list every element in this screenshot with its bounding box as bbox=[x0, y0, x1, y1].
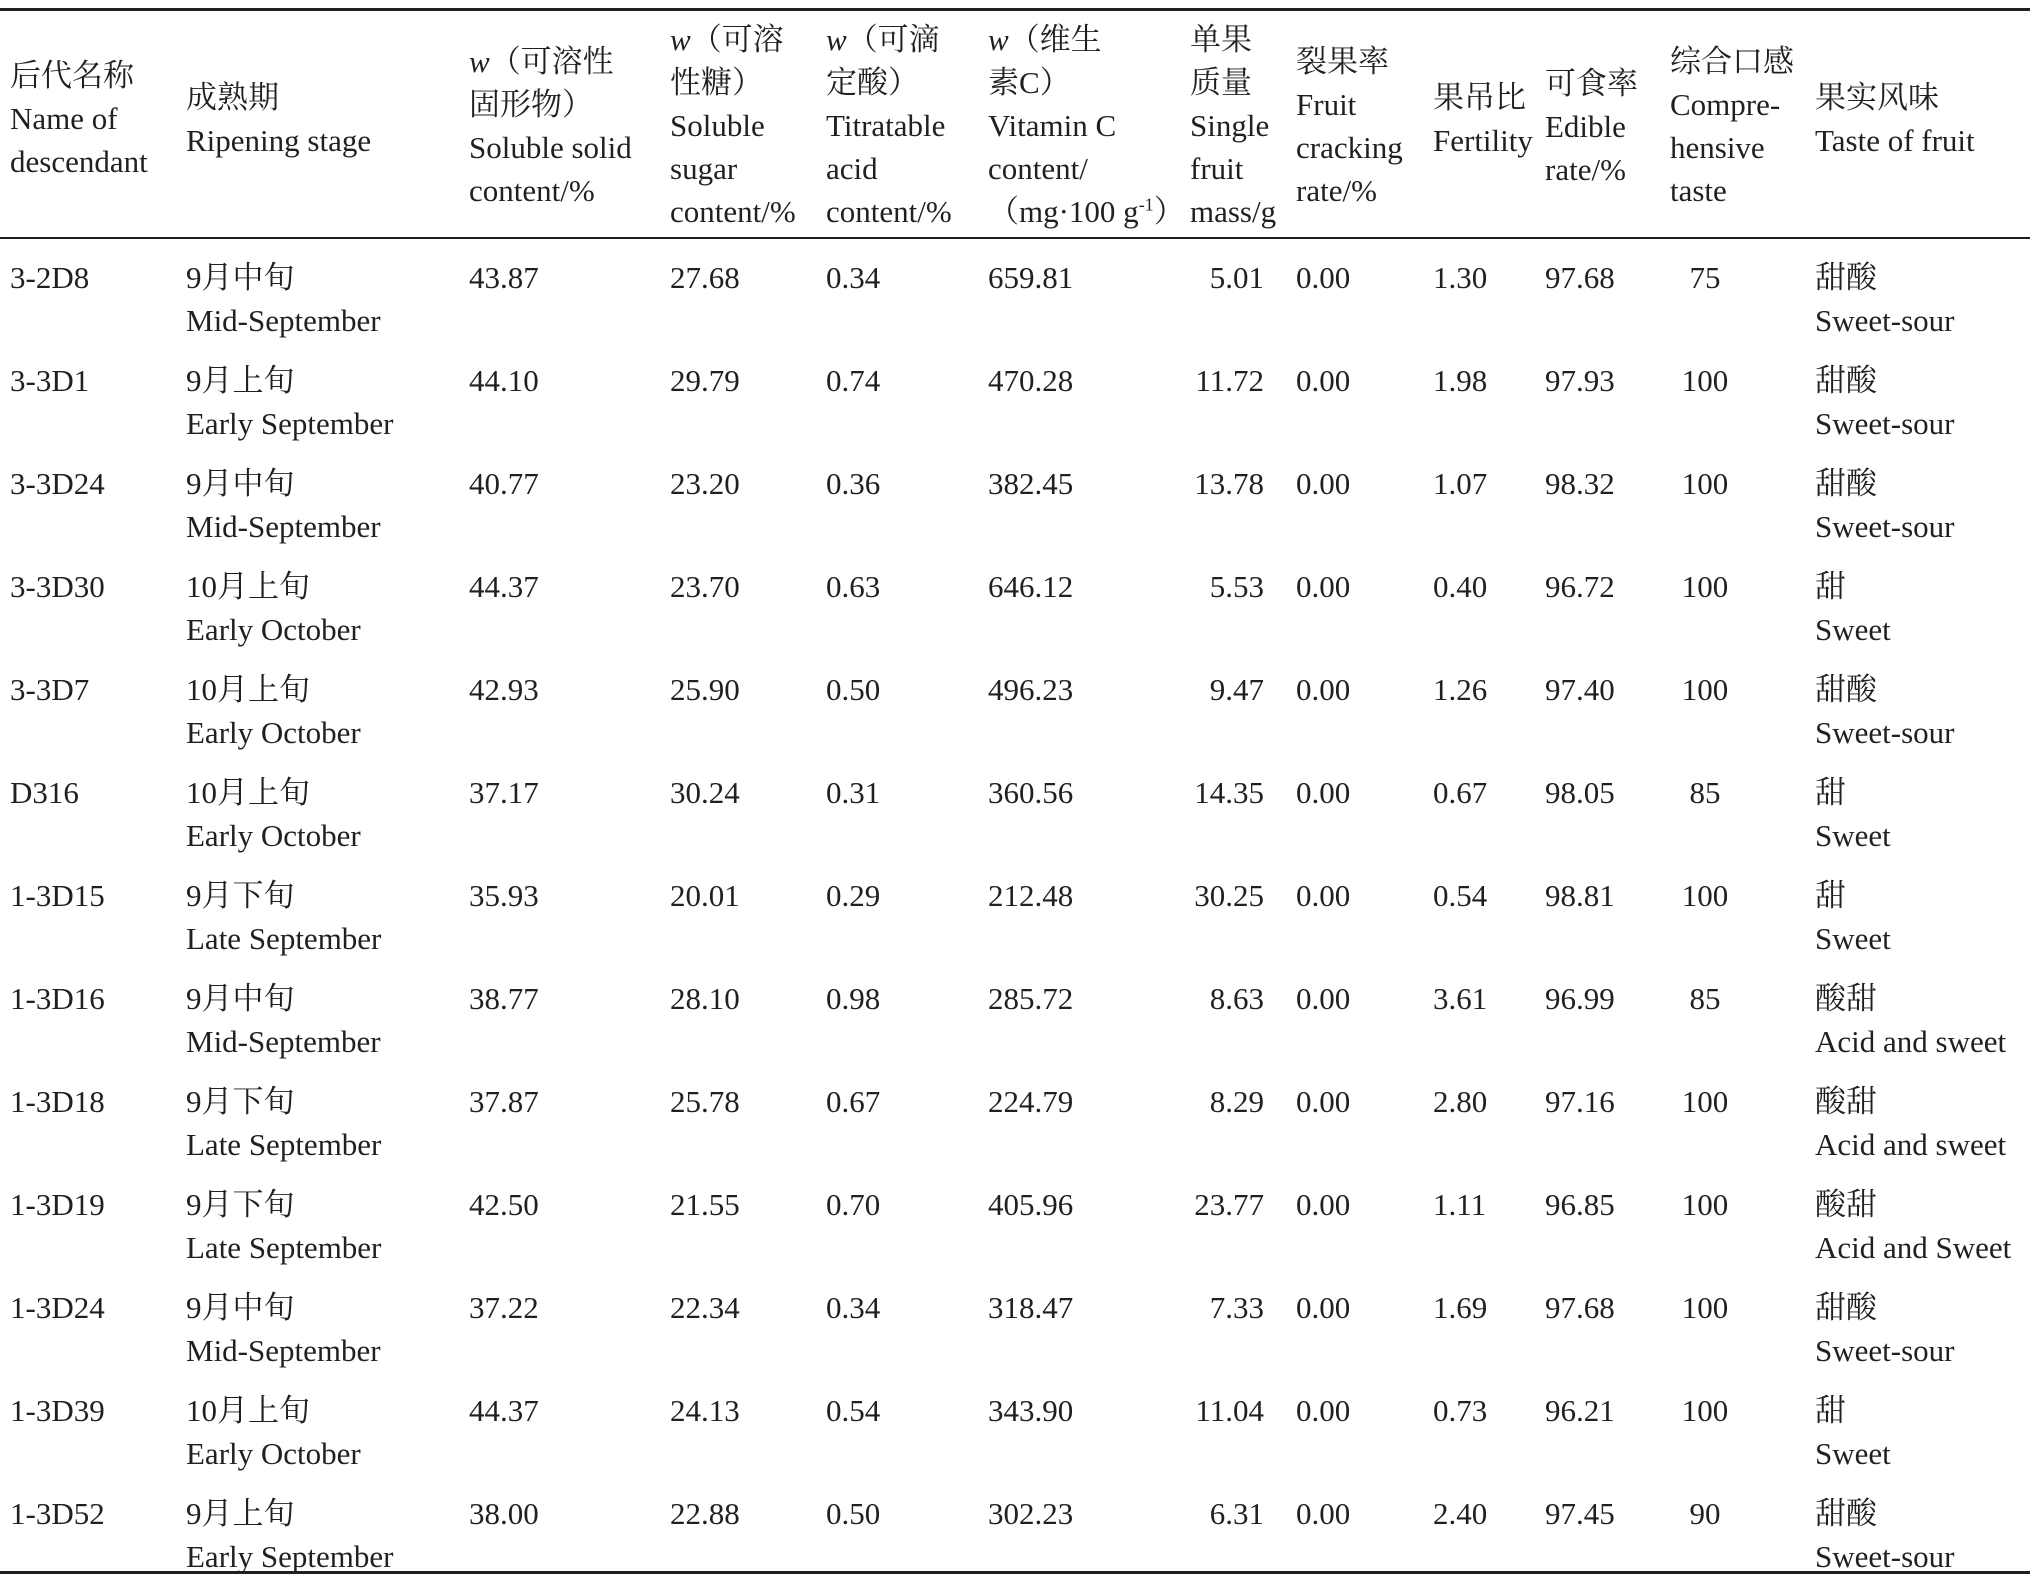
header-acid-en2: acid bbox=[826, 151, 878, 186]
header-name-cn: 后代名称 bbox=[10, 58, 134, 93]
cell-cracking-rate: 0.00 bbox=[1296, 1393, 1351, 1428]
cell-fruit-flavor bbox=[1815, 462, 2025, 548]
cell-vitamin-c: 318.47 bbox=[988, 1290, 1074, 1325]
cell-cracking-rate: 0.00 bbox=[1296, 775, 1351, 810]
header-edible-en2: rate/% bbox=[1545, 152, 1626, 187]
cell-fruit-flavor-cn: 甜酸 bbox=[1815, 672, 1877, 707]
header-comprehensive-taste bbox=[1670, 40, 1794, 212]
cell-name: 3-3D7 bbox=[10, 672, 90, 707]
cell-titratable-acid: 0.67 bbox=[826, 1084, 881, 1119]
cell-fruit-flavor-en: Sweet bbox=[1815, 612, 1891, 647]
cell-cracking-rate: 0.00 bbox=[1296, 1187, 1351, 1222]
cell-ripening-en: Mid-September bbox=[186, 1024, 381, 1059]
cell-fruit-flavor-cn: 酸甜 bbox=[1815, 1187, 1877, 1222]
cell-soluble-solid: 44.10 bbox=[469, 363, 539, 398]
cell-ripening bbox=[186, 256, 456, 342]
cell-soluble-sugar: 25.90 bbox=[670, 672, 740, 707]
header-mass-en2: fruit bbox=[1190, 151, 1244, 186]
cell-fertility: 3.61 bbox=[1433, 981, 1488, 1016]
cell-edible-rate: 97.93 bbox=[1545, 363, 1615, 398]
header-ripening-cn: 成熟期 bbox=[186, 79, 279, 115]
cell-ripening bbox=[186, 565, 456, 651]
cell-ripening-en: Early October bbox=[186, 612, 361, 647]
cell-fruit-mass: 11.72 bbox=[1195, 363, 1264, 398]
cell-soluble-solid: 42.93 bbox=[469, 672, 539, 707]
cell-edible-rate: 97.40 bbox=[1545, 672, 1615, 707]
header-sugar-en1: Soluble bbox=[670, 108, 765, 143]
cell-ripening-cn: 9月上旬 bbox=[186, 1496, 295, 1531]
cell-fruit-flavor bbox=[1815, 1492, 2025, 1578]
cell-cracking-rate: 0.00 bbox=[1296, 569, 1351, 604]
header-ssc-cn2: 固形物） bbox=[469, 87, 593, 122]
cell-name: D316 bbox=[10, 775, 79, 810]
cell-comprehensive-taste: 100 bbox=[1681, 363, 1729, 398]
cell-ripening-en: Early October bbox=[186, 715, 361, 750]
cell-soluble-solid: 44.37 bbox=[469, 1393, 539, 1428]
cell-fertility: 1.98 bbox=[1433, 363, 1488, 398]
cell-fruit-mass: 23.77 bbox=[1194, 1187, 1264, 1222]
cell-ripening-cn: 9月上旬 bbox=[186, 363, 295, 398]
cell-soluble-solid: 37.22 bbox=[469, 1290, 539, 1325]
cell-ripening-en: Late September bbox=[186, 921, 382, 956]
cell-cracking-rate: 0.00 bbox=[1296, 1496, 1351, 1531]
cell-name: 3-3D24 bbox=[10, 466, 105, 501]
cell-cracking-rate: 0.00 bbox=[1296, 260, 1351, 295]
cell-fruit-mass: 30.25 bbox=[1194, 878, 1264, 913]
cell-ripening-en: Early October bbox=[186, 818, 361, 853]
cell-fruit-flavor bbox=[1815, 256, 2025, 342]
cell-fertility: 2.80 bbox=[1433, 1084, 1488, 1119]
table-row bbox=[0, 1173, 2030, 1276]
cell-fruit-mass: 7.33 bbox=[1209, 1290, 1264, 1325]
cell-vitamin-c: 285.72 bbox=[988, 981, 1074, 1016]
cell-fruit-mass: 11.04 bbox=[1195, 1393, 1264, 1428]
cell-edible-rate: 98.81 bbox=[1545, 878, 1615, 913]
table-row bbox=[0, 1482, 2030, 1585]
cell-vitamin-c: 212.48 bbox=[988, 878, 1074, 913]
header-name-en1: Name of bbox=[10, 101, 118, 136]
cell-fertility: 0.73 bbox=[1433, 1393, 1488, 1428]
cell-fruit-mass: 5.01 bbox=[1209, 260, 1264, 295]
cell-vitamin-c: 470.28 bbox=[988, 363, 1074, 398]
header-taste-cn: 综合口感 bbox=[1670, 44, 1794, 79]
header-mass-cn2: 质量 bbox=[1190, 65, 1252, 100]
cell-soluble-solid: 38.77 bbox=[469, 981, 539, 1016]
cell-edible-rate: 97.45 bbox=[1545, 1496, 1615, 1531]
cell-ripening-en: Early September bbox=[186, 1539, 394, 1574]
cell-comprehensive-taste: 100 bbox=[1681, 1187, 1729, 1222]
header-name-en2: descendant bbox=[10, 144, 148, 179]
table-row bbox=[0, 452, 2030, 555]
cell-ripening bbox=[186, 1286, 456, 1372]
cell-ripening bbox=[186, 668, 456, 754]
cell-cracking-rate: 0.00 bbox=[1296, 672, 1351, 707]
cell-comprehensive-taste: 100 bbox=[1681, 466, 1729, 501]
header-mass-en3: mass/g bbox=[1190, 194, 1277, 229]
cell-ripening-cn: 10月上旬 bbox=[186, 775, 310, 810]
cell-edible-rate: 96.72 bbox=[1545, 569, 1615, 604]
cell-fruit-flavor-cn: 甜 bbox=[1815, 1393, 1846, 1428]
cell-ripening-en: Late September bbox=[186, 1127, 382, 1162]
cell-soluble-solid: 42.50 bbox=[469, 1187, 539, 1222]
cell-fruit-flavor-en: Sweet bbox=[1815, 1436, 1891, 1471]
cell-vitamin-c: 343.90 bbox=[988, 1393, 1074, 1428]
cell-edible-rate: 98.05 bbox=[1545, 775, 1615, 810]
table-row bbox=[0, 1070, 2030, 1173]
cell-ripening-en: Mid-September bbox=[186, 1333, 381, 1368]
cell-name: 1-3D19 bbox=[10, 1187, 105, 1222]
cell-ripening-en: Mid-September bbox=[186, 509, 381, 544]
cell-fertility: 2.40 bbox=[1433, 1496, 1488, 1531]
cell-titratable-acid: 0.98 bbox=[826, 981, 881, 1016]
cell-ripening bbox=[186, 1183, 456, 1269]
header-taste-en2: hensive bbox=[1670, 130, 1765, 165]
cell-fruit-flavor-cn: 甜 bbox=[1815, 569, 1846, 604]
cell-fruit-flavor-en: Sweet-sour bbox=[1815, 715, 1955, 750]
cell-ripening-cn: 9月中旬 bbox=[186, 466, 295, 501]
cell-name: 1-3D16 bbox=[10, 981, 105, 1016]
cell-cracking-rate: 0.00 bbox=[1296, 981, 1351, 1016]
header-fert-en: Fertility bbox=[1433, 122, 1533, 158]
cell-fruit-flavor-en: Sweet-sour bbox=[1815, 1333, 1955, 1368]
cell-soluble-sugar: 30.24 bbox=[670, 775, 740, 810]
header-crack-en2: cracking bbox=[1296, 130, 1403, 165]
cell-soluble-sugar: 25.78 bbox=[670, 1084, 740, 1119]
cell-comprehensive-taste: 85 bbox=[1689, 775, 1721, 810]
cell-soluble-sugar: 23.70 bbox=[670, 569, 740, 604]
cell-soluble-solid: 37.87 bbox=[469, 1084, 539, 1119]
cell-titratable-acid: 0.34 bbox=[826, 1290, 881, 1325]
header-ssc bbox=[469, 40, 632, 212]
cell-ripening-cn: 9月中旬 bbox=[186, 981, 295, 1016]
cell-fruit-flavor-cn: 甜酸 bbox=[1815, 1290, 1877, 1325]
cell-vitamin-c: 405.96 bbox=[988, 1187, 1074, 1222]
cell-fruit-flavor-cn: 甜酸 bbox=[1815, 363, 1877, 398]
cell-ripening bbox=[186, 1080, 456, 1166]
cell-fruit-flavor-en: Sweet-sour bbox=[1815, 509, 1955, 544]
header-vitamin-c bbox=[988, 18, 1185, 233]
cell-edible-rate: 97.68 bbox=[1545, 260, 1615, 295]
cell-titratable-acid: 0.63 bbox=[826, 569, 881, 604]
cell-name: 1-3D15 bbox=[10, 878, 105, 913]
cell-fruit-flavor-cn: 甜酸 bbox=[1815, 260, 1877, 295]
cell-fruit-flavor-en: Acid and sweet bbox=[1815, 1127, 2007, 1162]
cell-soluble-sugar: 23.20 bbox=[670, 466, 740, 501]
header-sugar bbox=[670, 18, 796, 233]
cell-fruit-mass: 13.78 bbox=[1194, 466, 1264, 501]
cell-fruit-flavor-cn: 酸甜 bbox=[1815, 981, 1877, 1016]
cell-cracking-rate: 0.00 bbox=[1296, 363, 1351, 398]
cell-comprehensive-taste: 100 bbox=[1681, 1084, 1729, 1119]
cell-ripening bbox=[186, 977, 456, 1063]
cell-edible-rate: 98.32 bbox=[1545, 466, 1615, 501]
header-vitc-en3: （mg·100 $g^{-1}$） bbox=[988, 194, 1185, 229]
table-row bbox=[0, 555, 2030, 658]
cell-fruit-flavor bbox=[1815, 1183, 2025, 1269]
cell-comprehensive-taste: 85 bbox=[1689, 981, 1721, 1016]
cell-vitamin-c: 496.23 bbox=[988, 672, 1074, 707]
table-row bbox=[0, 1276, 2030, 1379]
cell-name: 1-3D39 bbox=[10, 1393, 105, 1428]
cell-titratable-acid: 0.50 bbox=[826, 1496, 881, 1531]
table-row bbox=[0, 246, 2030, 349]
header-edible-rate bbox=[1545, 62, 1638, 191]
cell-fertility: 1.07 bbox=[1433, 466, 1488, 501]
cell-titratable-acid: 0.74 bbox=[826, 363, 881, 398]
cell-fruit-flavor bbox=[1815, 565, 2025, 651]
cell-ripening-cn: 10月上旬 bbox=[186, 569, 310, 604]
cell-titratable-acid: 0.29 bbox=[826, 878, 881, 913]
header-flavor-cn: 果实风味 bbox=[1815, 79, 1939, 115]
header-crack-cn: 裂果率 bbox=[1296, 44, 1389, 79]
cell-titratable-acid: 0.34 bbox=[826, 260, 881, 295]
cell-fruit-flavor bbox=[1815, 359, 2025, 445]
cell-titratable-acid: 0.31 bbox=[826, 775, 881, 810]
cell-titratable-acid: 0.70 bbox=[826, 1187, 881, 1222]
cell-fruit-mass: 6.31 bbox=[1209, 1496, 1264, 1531]
cell-comprehensive-taste: 90 bbox=[1689, 1496, 1721, 1531]
table-row bbox=[0, 761, 2030, 864]
cell-ripening-cn: 9月下旬 bbox=[186, 878, 295, 913]
table-row bbox=[0, 658, 2030, 761]
header-crack-en3: rate/% bbox=[1296, 173, 1377, 208]
cell-soluble-sugar: 22.34 bbox=[670, 1290, 740, 1325]
cell-comprehensive-taste: 100 bbox=[1681, 878, 1729, 913]
cell-fruit-flavor-cn: 甜 bbox=[1815, 775, 1846, 810]
header-edible-en1: Edible bbox=[1545, 109, 1626, 144]
cell-fertility: 1.69 bbox=[1433, 1290, 1488, 1325]
cell-ripening bbox=[186, 359, 456, 445]
cell-fruit-flavor-cn: 酸甜 bbox=[1815, 1084, 1877, 1119]
cell-fruit-flavor-en: Acid and Sweet bbox=[1815, 1230, 2012, 1265]
cell-name: 3-3D30 bbox=[10, 569, 105, 604]
cell-fruit-flavor bbox=[1815, 1080, 2025, 1166]
cell-soluble-sugar: 27.68 bbox=[670, 260, 740, 295]
cell-edible-rate: 96.21 bbox=[1545, 1393, 1615, 1428]
cell-fruit-mass: 14.35 bbox=[1194, 775, 1264, 810]
cell-soluble-solid: 37.17 bbox=[469, 775, 539, 810]
cell-ripening bbox=[186, 1389, 456, 1475]
cell-fertility: 0.54 bbox=[1433, 878, 1488, 913]
cell-name: 3-3D1 bbox=[10, 363, 90, 398]
cell-soluble-sugar: 29.79 bbox=[670, 363, 740, 398]
cell-name: 3-2D8 bbox=[10, 260, 90, 295]
cell-edible-rate: 97.16 bbox=[1545, 1084, 1615, 1119]
cell-ripening bbox=[186, 771, 456, 857]
header-fruit-mass bbox=[1190, 18, 1276, 233]
header-sugar-cn2: 性糖） bbox=[670, 65, 763, 100]
header-ssc-en2: content/% bbox=[469, 173, 595, 208]
header-ssc-cn1: w（可溶性 bbox=[469, 44, 614, 79]
header-flavor-en: Taste of fruit bbox=[1815, 122, 1975, 158]
cell-fruit-flavor bbox=[1815, 771, 2025, 857]
cell-soluble-sugar: 24.13 bbox=[670, 1393, 740, 1428]
cell-fertility: 1.11 bbox=[1433, 1187, 1487, 1222]
cell-ripening-cn: 10月上旬 bbox=[186, 672, 310, 707]
header-acid-en1: Titratable bbox=[826, 108, 946, 143]
cell-ripening-cn: 9月下旬 bbox=[186, 1187, 295, 1222]
cell-fruit-flavor-en: Sweet bbox=[1815, 818, 1891, 853]
cell-comprehensive-taste: 75 bbox=[1689, 260, 1721, 295]
cell-ripening-en: Mid-September bbox=[186, 303, 381, 338]
table-row bbox=[0, 1379, 2030, 1482]
cell-ripening-cn: 9月中旬 bbox=[186, 1290, 295, 1325]
cell-ripening-cn: 10月上旬 bbox=[186, 1393, 310, 1428]
header-taste-en3: taste bbox=[1670, 173, 1727, 208]
header-vitc-cn1: w（维生 bbox=[988, 22, 1102, 57]
cell-soluble-solid: 40.77 bbox=[469, 466, 539, 501]
cell-fertility: 0.67 bbox=[1433, 775, 1488, 810]
cell-name: 1-3D18 bbox=[10, 1084, 105, 1119]
cell-fruit-mass: 5.53 bbox=[1209, 569, 1264, 604]
header-ripening-en: Ripening stage bbox=[186, 122, 372, 158]
cell-fruit-flavor-en: Acid and sweet bbox=[1815, 1024, 2007, 1059]
cell-ripening-en: Late September bbox=[186, 1230, 382, 1265]
header-cracking-rate bbox=[1296, 40, 1403, 212]
cell-ripening-en: Early September bbox=[186, 406, 394, 441]
cell-fruit-flavor bbox=[1815, 668, 2025, 754]
table-row bbox=[0, 864, 2030, 967]
cell-comprehensive-taste: 100 bbox=[1681, 1393, 1729, 1428]
cell-comprehensive-taste: 100 bbox=[1681, 1290, 1729, 1325]
cell-cracking-rate: 0.00 bbox=[1296, 466, 1351, 501]
cell-fruit-mass: 8.63 bbox=[1209, 981, 1264, 1016]
cell-vitamin-c: 382.45 bbox=[988, 466, 1074, 501]
header-acid-cn1: w（可滴 bbox=[826, 22, 940, 57]
cell-soluble-solid: 35.93 bbox=[469, 878, 539, 913]
cell-soluble-sugar: 21.55 bbox=[670, 1187, 740, 1222]
cell-fruit-flavor bbox=[1815, 1389, 2025, 1475]
cell-soluble-sugar: 28.10 bbox=[670, 981, 740, 1016]
cell-name: 1-3D24 bbox=[10, 1290, 105, 1325]
cell-fruit-flavor-en: Sweet-sour bbox=[1815, 406, 1955, 441]
cell-vitamin-c: 659.81 bbox=[988, 260, 1074, 295]
cell-ripening bbox=[186, 874, 456, 960]
cell-cracking-rate: 0.00 bbox=[1296, 878, 1351, 913]
cell-comprehensive-taste: 100 bbox=[1681, 569, 1729, 604]
cell-fruit-flavor-cn: 甜酸 bbox=[1815, 1496, 1877, 1531]
header-sugar-en2: sugar bbox=[670, 151, 738, 186]
cell-titratable-acid: 0.50 bbox=[826, 672, 881, 707]
cell-titratable-acid: 0.36 bbox=[826, 466, 881, 501]
cell-cracking-rate: 0.00 bbox=[1296, 1084, 1351, 1119]
cell-name: 1-3D52 bbox=[10, 1496, 105, 1531]
cell-titratable-acid: 0.54 bbox=[826, 1393, 881, 1428]
cell-vitamin-c: 302.23 bbox=[988, 1496, 1074, 1531]
cell-soluble-solid: 44.37 bbox=[469, 569, 539, 604]
header-edible-cn: 可食率 bbox=[1545, 66, 1638, 101]
header-fertility bbox=[1433, 0, 1533, 237]
cell-edible-rate: 97.68 bbox=[1545, 1290, 1615, 1325]
table-header-rule bbox=[0, 237, 2030, 239]
cell-fruit-mass: 9.47 bbox=[1209, 672, 1264, 707]
cell-fruit-flavor bbox=[1815, 874, 2025, 960]
cell-edible-rate: 96.99 bbox=[1545, 981, 1615, 1016]
cell-vitamin-c: 224.79 bbox=[988, 1084, 1074, 1119]
header-mass-en1: Single bbox=[1190, 108, 1270, 143]
cell-ripening-cn: 9月中旬 bbox=[186, 260, 295, 295]
header-vitc-cn2: 素C） bbox=[988, 65, 1071, 100]
cell-fruit-flavor-en: Sweet-sour bbox=[1815, 303, 1955, 338]
header-taste-en1: Compre- bbox=[1670, 87, 1781, 122]
cell-comprehensive-taste: 100 bbox=[1681, 672, 1729, 707]
cell-vitamin-c: 646.12 bbox=[988, 569, 1074, 604]
header-mass-cn1: 单果 bbox=[1190, 22, 1252, 57]
header-acid-cn2: 定酸） bbox=[826, 65, 919, 100]
header-vitc-en1: Vitamin C bbox=[988, 108, 1117, 143]
header-name bbox=[10, 0, 148, 237]
header-sugar-en3: content/% bbox=[670, 194, 796, 229]
cell-fruit-flavor bbox=[1815, 1286, 2025, 1372]
cell-fruit-flavor-cn: 甜 bbox=[1815, 878, 1846, 913]
header-ssc-en1: Soluble solid bbox=[469, 130, 632, 165]
header-fruit-flavor bbox=[1815, 0, 1975, 237]
cell-ripening-cn: 9月下旬 bbox=[186, 1084, 295, 1119]
table-row bbox=[0, 349, 2030, 452]
table-row bbox=[0, 967, 2030, 1070]
cell-soluble-solid: 38.00 bbox=[469, 1496, 539, 1531]
header-crack-en1: Fruit bbox=[1296, 87, 1357, 122]
cell-fertility: 1.30 bbox=[1433, 260, 1488, 295]
cell-fruit-flavor-en: Sweet bbox=[1815, 921, 1891, 956]
cell-fruit-flavor bbox=[1815, 977, 2025, 1063]
header-acid-en3: content/% bbox=[826, 194, 952, 229]
cell-soluble-sugar: 22.88 bbox=[670, 1496, 740, 1531]
cell-vitamin-c: 360.56 bbox=[988, 775, 1074, 810]
cell-fruit-mass: 8.29 bbox=[1209, 1084, 1264, 1119]
header-sugar-cn1: w（可溶 bbox=[670, 22, 784, 57]
cell-edible-rate: 96.85 bbox=[1545, 1187, 1615, 1222]
cell-soluble-solid: 43.87 bbox=[469, 260, 539, 295]
header-vitc-en2: content/ bbox=[988, 151, 1088, 186]
cell-cracking-rate: 0.00 bbox=[1296, 1290, 1351, 1325]
cell-fertility: 1.26 bbox=[1433, 672, 1488, 707]
cell-ripening bbox=[186, 462, 456, 548]
cell-fertility: 0.40 bbox=[1433, 569, 1488, 604]
cell-fruit-flavor-en: Sweet-sour bbox=[1815, 1539, 1955, 1574]
cell-fruit-flavor-cn: 甜酸 bbox=[1815, 466, 1877, 501]
header-ripening bbox=[186, 0, 371, 237]
cell-soluble-sugar: 20.01 bbox=[670, 878, 740, 913]
cell-ripening-en: Early October bbox=[186, 1436, 361, 1471]
header-acid bbox=[826, 18, 952, 233]
header-fert-cn: 果吊比 bbox=[1433, 79, 1526, 115]
cell-ripening bbox=[186, 1492, 456, 1578]
